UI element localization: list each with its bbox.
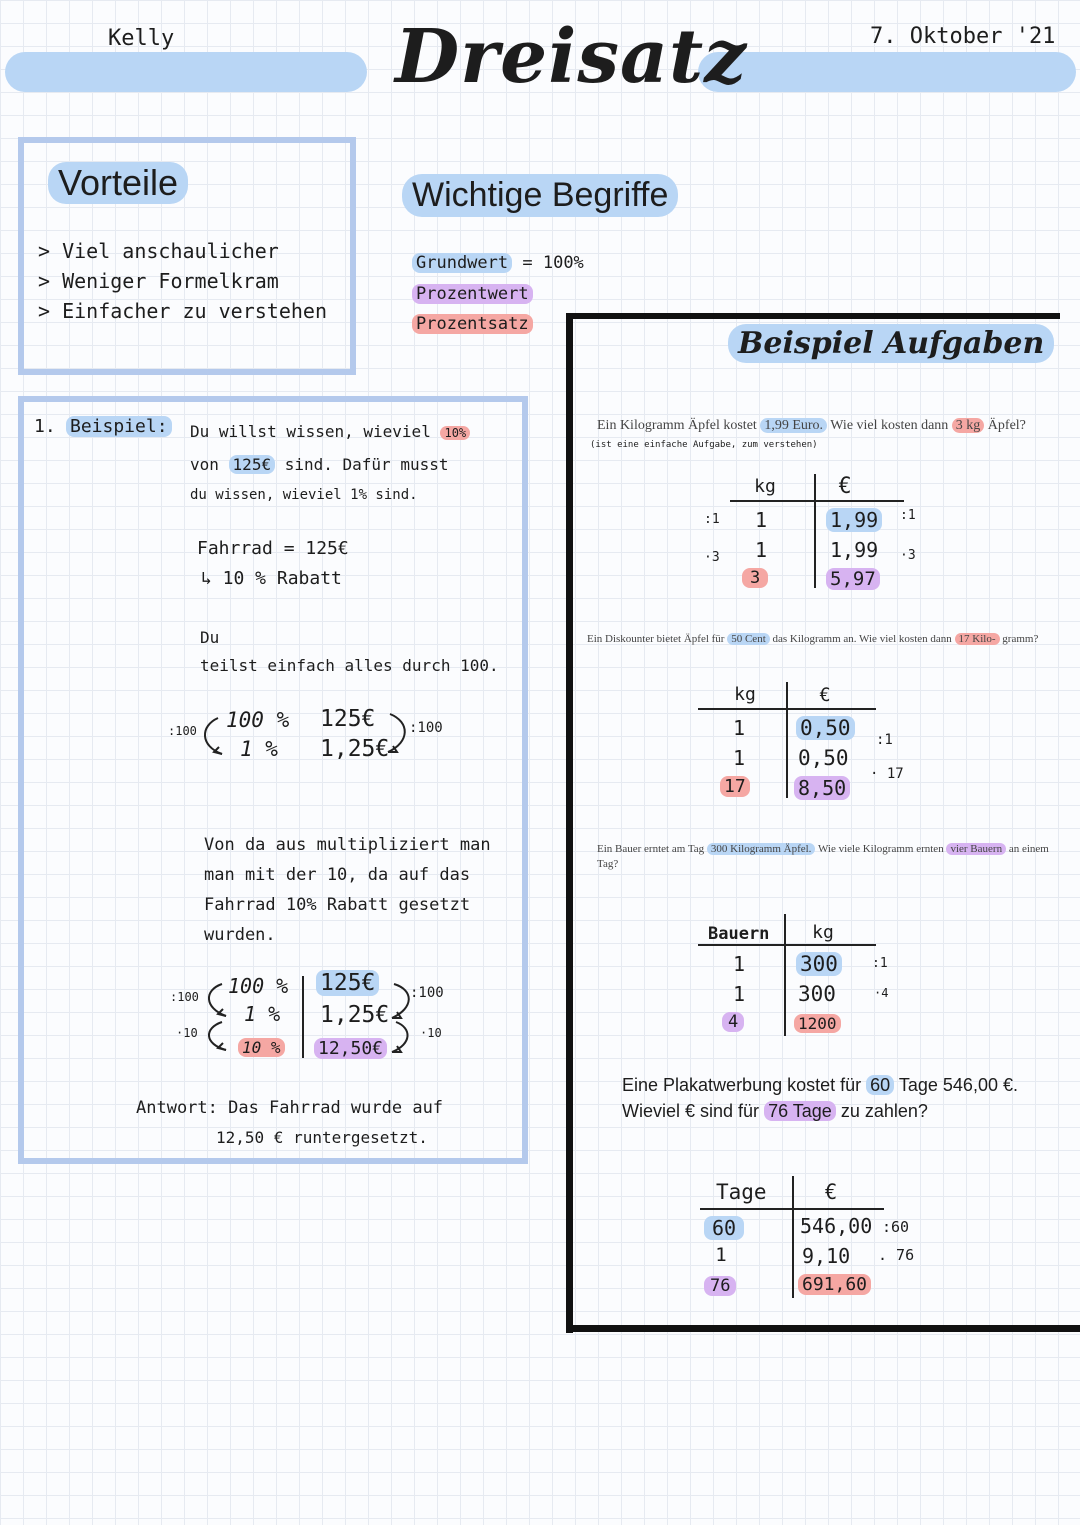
- a1-price: 1,99 Euro.: [760, 418, 827, 433]
- a3-bauern: vier Bauern: [946, 843, 1006, 855]
- a1-c2-r3: 5,97: [826, 568, 880, 590]
- a3-question: [597, 842, 1059, 872]
- grundwert-label: Grundwert: [412, 253, 512, 273]
- a4-c1-r3: 76: [704, 1276, 736, 1296]
- a4-text: zu zahlen?: [840, 1101, 928, 1121]
- a1-table-hline: [730, 500, 904, 502]
- a4-rop2: . 76: [878, 1246, 915, 1264]
- a4-table-vline: [792, 1176, 794, 1298]
- a1-rop2: ·3: [900, 548, 916, 563]
- intro-text: sind. Dafür musst: [284, 455, 449, 474]
- beispiel-intro: [190, 416, 470, 511]
- a3-table-hline: [698, 944, 876, 946]
- von-da-line: man mit der 10, da auf das: [204, 865, 471, 885]
- von-da-line: wurden.: [204, 925, 276, 945]
- du-text: Du: [200, 628, 220, 647]
- a1-c1-r1: 1: [754, 508, 768, 532]
- t2-a1: 100 %: [228, 974, 289, 998]
- prozentsatz-label: Prozentsatz: [412, 314, 533, 334]
- intro-text: von: [190, 455, 219, 474]
- a2-table-vline: [786, 682, 788, 798]
- t2-divider: [302, 976, 304, 1058]
- a2-h2: €: [819, 684, 831, 706]
- a2-rop1: :1: [876, 732, 893, 748]
- rabatt-text: ↳ 10 % Rabatt: [201, 568, 342, 589]
- a3-rop1: :1: [872, 956, 888, 971]
- t2-a3: 10 %: [238, 1038, 285, 1057]
- a4-days: 60: [866, 1075, 894, 1095]
- a4-c1-r2: 1: [715, 1244, 727, 1266]
- begriffe-grundwert-row: [412, 253, 584, 273]
- a2-question: [587, 632, 1069, 647]
- a4-c2-r1: 546,00: [800, 1214, 873, 1238]
- a1-h2: €: [838, 474, 852, 499]
- t1-a1: 100 %: [226, 708, 290, 732]
- a3-c2-r1: 300: [796, 952, 842, 976]
- a4-days2: 76 Tage: [764, 1101, 836, 1121]
- a4-c2-r2: 9,10: [802, 1244, 851, 1268]
- t2-b1: 125€: [316, 970, 379, 996]
- a2-text: gramm?: [1002, 633, 1039, 645]
- a3-kg: 300 Kilogramm Äpfel.: [707, 843, 816, 855]
- vorteile-heading: Vorteile: [48, 162, 188, 204]
- page-title: Dreisatz: [395, 14, 748, 100]
- von-da-line: Von da aus multipliziert man: [204, 835, 491, 855]
- a3-c2-r3: 1200: [794, 1014, 841, 1033]
- a2-c2-r2: 0,50: [798, 746, 849, 770]
- t1-left-op: :100: [168, 724, 197, 738]
- a2-c2-r1: 0,50: [796, 716, 855, 740]
- teilen-block: [200, 624, 499, 680]
- a2-h1: kg: [734, 684, 756, 705]
- a1-text: Äpfel?: [987, 418, 1026, 433]
- t2-op1: :100: [170, 990, 199, 1004]
- grundwert-eq: = 100%: [522, 253, 584, 273]
- a4-text: Wieviel € sind für: [622, 1101, 760, 1121]
- fahrrad-block: [197, 534, 349, 594]
- a4-text: Tage 546,00 €.: [898, 1075, 1018, 1095]
- a2-rop2: · 17: [870, 766, 904, 782]
- t1-b1: 125€: [320, 706, 376, 732]
- vorteile-item: > Viel anschaulicher: [38, 239, 279, 263]
- a2-c1-r1: 1: [732, 716, 746, 740]
- a1-c1-r2: 1: [754, 538, 768, 562]
- a2-text: Ein Diskounter bietet Äpfel für: [587, 633, 725, 645]
- t2-b2: 1,25€: [320, 1002, 390, 1028]
- t2-rop2: ·10: [420, 1026, 442, 1040]
- author-name: Kelly: [108, 26, 175, 51]
- a1-lop2: ·3: [704, 550, 720, 565]
- aufgaben-heading: Beispiel Aufgaben: [728, 324, 1054, 363]
- vorteile-list: [38, 236, 327, 326]
- t2-b3: 12,50€: [314, 1038, 387, 1059]
- a3-c1-r1: 1: [732, 952, 746, 976]
- t2-rop1: :100: [410, 985, 444, 1001]
- a1-lop1: :1: [704, 512, 720, 527]
- t2-a2: 1 %: [244, 1002, 281, 1026]
- teilst-text: teilst einfach alles durch 100.: [200, 656, 499, 675]
- t1-a2: 1 %: [240, 737, 278, 761]
- date: 7. Oktober '21: [870, 24, 1056, 49]
- a1-kg: 3 kg: [952, 418, 985, 433]
- aufgaben-frame-top: [566, 313, 1060, 319]
- intro-euro: 125€: [229, 455, 276, 474]
- t2-op2: ·10: [176, 1026, 198, 1040]
- a2-c2-r3: 8,50: [794, 776, 850, 800]
- antwort-line2: 12,50 € runtergesetzt.: [216, 1128, 428, 1147]
- intro-text: du wissen, wieviel 1% sind.: [190, 487, 418, 503]
- t1-right-op: :100: [409, 720, 443, 736]
- prozentsatz-row: [412, 314, 533, 334]
- a3-c1-r3: 4: [722, 1012, 744, 1032]
- a3-h1: Bauern: [708, 924, 770, 944]
- a1-question: [597, 418, 1026, 434]
- a1-text: Ein Kilogramm Äpfel kostet: [597, 418, 757, 433]
- a3-text: Wie viele Kilogramm ernten: [817, 843, 944, 855]
- begriffe-heading: Wichtige Begriffe: [402, 174, 678, 217]
- beispiel-label: Beispiel:: [66, 416, 172, 437]
- a3-h2: kg: [812, 922, 834, 943]
- header-bar-right: [698, 52, 1076, 92]
- a2-c1-r2: 1: [732, 746, 746, 770]
- a4-h1: Tage: [716, 1180, 767, 1204]
- a4-rop1: :60: [882, 1218, 910, 1236]
- a2-kg: 17 Kilo-: [955, 633, 1000, 645]
- vorteile-item: > Einfacher zu verstehen: [38, 299, 327, 323]
- a3-table-vline: [784, 914, 786, 1036]
- von-da-line: Fahrrad 10% Rabatt gesetzt: [204, 895, 471, 915]
- aufgaben-frame-bottom: [566, 1325, 1080, 1332]
- a4-c1-r1: 60: [704, 1216, 744, 1240]
- a1-h1: kg: [754, 476, 776, 497]
- a4-text: Eine Plakatwerbung kostet für: [622, 1075, 862, 1095]
- prozentwert-row: [412, 284, 533, 304]
- a2-price: 50 Cent: [727, 633, 770, 645]
- a4-question: [622, 1072, 1062, 1124]
- a4-h2: €: [824, 1180, 838, 1204]
- a3-rop2: ·4: [874, 986, 889, 1000]
- a1-note: (ist eine einfache Aufgabe, zum verstehen): [590, 440, 818, 450]
- intro-percent: 10%: [440, 426, 470, 440]
- a1-table-vline: [814, 474, 816, 588]
- aufgaben-frame-left: [566, 313, 573, 1333]
- intro-text: Du willst wissen, wieviel: [190, 422, 431, 441]
- a1-c1-r3: 3: [742, 568, 768, 588]
- fahrrad-text: Fahrrad = 125€: [197, 538, 349, 559]
- beispiel-number: 1.: [34, 416, 56, 437]
- antwort-line1: Antwort: Das Fahrrad wurde auf: [136, 1098, 444, 1118]
- a1-text: Wie viel kosten dann: [830, 418, 949, 433]
- a1-c2-r2: 1,99: [830, 538, 879, 562]
- a4-c2-r3: 691,60: [798, 1274, 871, 1295]
- a3-text: an einem Tag?: [597, 843, 1049, 870]
- a2-c1-r3: 17: [720, 776, 750, 797]
- a3-c2-r2: 300: [798, 982, 836, 1006]
- a3-text: Ein Bauer erntet am Tag: [597, 843, 705, 855]
- von-da-block: [204, 830, 491, 950]
- vorteile-item: > Weniger Formelkram: [38, 269, 279, 293]
- header-bar-left: [5, 52, 367, 92]
- a3-c1-r2: 1: [732, 982, 746, 1006]
- beispiel-label-wrap: [66, 416, 172, 437]
- a1-rop1: :1: [900, 508, 916, 523]
- a1-c2-r1: 1,99: [826, 508, 882, 532]
- prozentwert-label: Prozentwert: [412, 284, 533, 304]
- a2-text: das Kilogramm an. Wie viel kosten dann: [772, 633, 952, 645]
- t1-b2: 1,25€: [320, 736, 390, 762]
